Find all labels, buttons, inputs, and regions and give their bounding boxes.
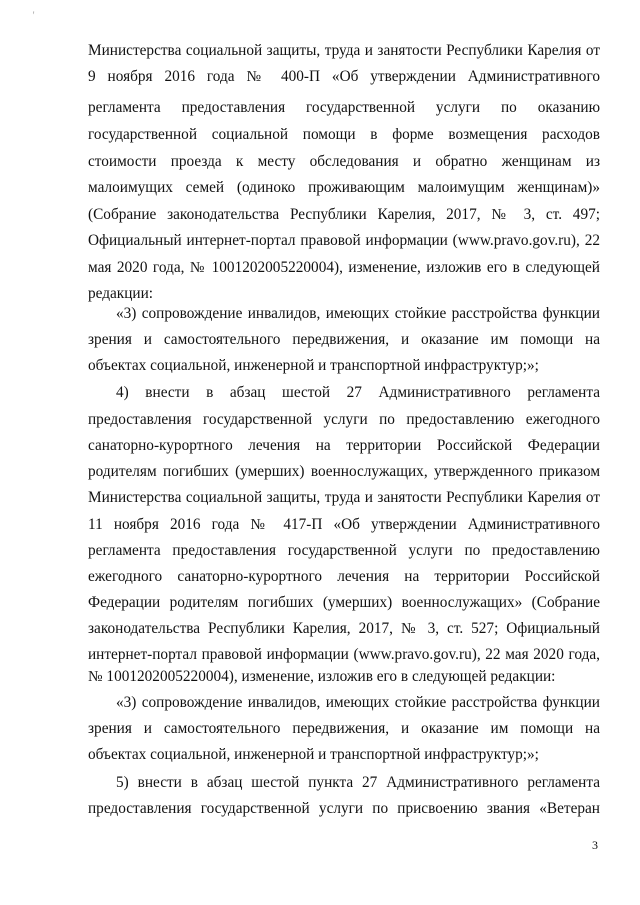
- text-line: регламента предоставления государственной услуги по предоставлению: [88, 542, 600, 559]
- text-line: ежегодного санаторно-курортного лечения на территории Российской: [88, 568, 600, 585]
- text-line: редакции:: [88, 285, 154, 302]
- quote-line: зрения и самостоятельного передвижения, и оказание им помощи на: [88, 331, 600, 348]
- text-line: предоставления государственной услуги по предоставлению ежегодного: [88, 411, 600, 428]
- text-line: мая 2020 года, № 1001202005220004), изменение, изложив его в следующей: [88, 259, 600, 276]
- text-line: 9 ноября 2016 года № 400-П «Об утверждении Административного: [88, 68, 600, 85]
- text-line: Министерства социальной защиты, труда и занятости Республики Карелия от: [88, 489, 600, 506]
- text-line: законодательства Республики Карелия, 2017, № 3, ст. 527; Официальный: [88, 620, 600, 637]
- text-line: государственной социальной помощи в форме возмещения расходов: [88, 126, 600, 143]
- item-5-line: 5) внести в абзац шестой пункта 27 Административного регламента: [116, 774, 600, 791]
- text-line: Министерства социальной защиты, труда и занятости Республики Карелия от: [88, 42, 600, 59]
- text-line: 11 ноября 2016 года № 417-П «Об утверждении Административного: [88, 516, 600, 533]
- quote-line: «3) сопровождение инвалидов, имеющих стойкие расстройства функции: [116, 694, 600, 711]
- text-line: Официальный интернет-портал правовой информации (www.pravo.gov.ru), 22: [88, 232, 600, 249]
- text-line: санаторно-курортного лечения на территории Российской Федерации: [88, 437, 600, 454]
- text-line: регламента предоставления государственной услуги по оказанию: [88, 99, 600, 116]
- text-line: стоимости проезда к месту обследования и обратно женщинам из: [88, 153, 600, 170]
- quote-line: «3) сопровождение инвалидов, имеющих стойкие расстройства функции: [116, 305, 600, 322]
- page-number: 3: [592, 838, 598, 852]
- quote-line: объектах социальной, инженерной и транспортной инфраструктур;»;: [88, 357, 539, 374]
- quote-line: объектах социальной, инженерной и транспортной инфраструктур;»;: [88, 746, 539, 763]
- text-line: предоставления государственной услуги по присвоению звания «Ветеран: [88, 800, 600, 817]
- item-4-line: 4) внести в абзац шестой 27 Административного регламента: [116, 384, 600, 401]
- text-line: малоимущих семей (одиноко проживающим малоимущим женщинам)»: [88, 179, 600, 196]
- text-line: родителям погибших (умерших) военнослужащих, утвержденного приказом: [88, 463, 600, 480]
- text-line: (Собрание законодательства Республики Карелия, 2017, № 3, ст. 497;: [88, 206, 600, 223]
- text-line: Федерации родителям погибших (умерших) военнослужащих» (Собрание: [88, 594, 600, 611]
- text-line: интернет-портал правовой информации (www.pravo.gov.ru), 22 мая 2020 года,: [88, 646, 600, 663]
- quote-line: зрения и самостоятельного передвижения, и оказание им помощи на: [88, 720, 600, 737]
- text-line: № 1001202005220004), изменение, изложив его в следующей редакции:: [88, 668, 556, 685]
- corner-mark: ꞌ: [33, 10, 35, 19]
